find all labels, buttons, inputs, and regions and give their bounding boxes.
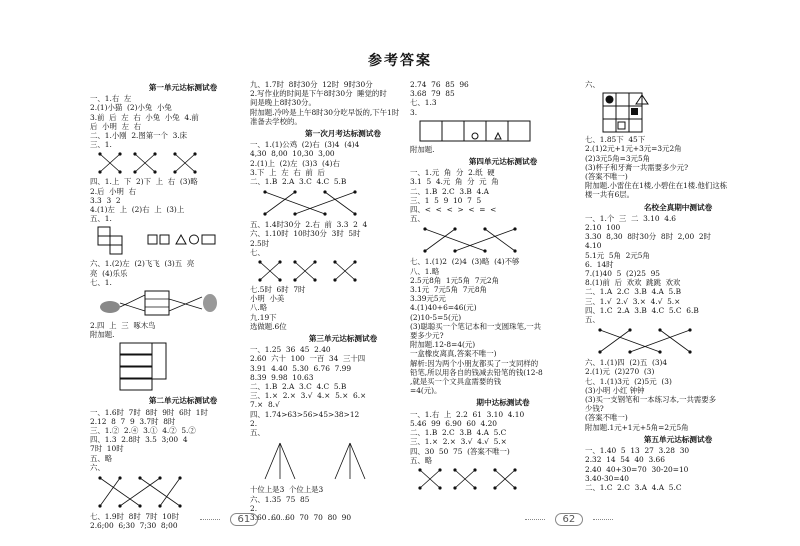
answer-line: 附加题.小雷住在1楼,小碧住在1楼.他们这栋 [585, 181, 728, 191]
answer-line: 一、1.右 左 [90, 94, 132, 104]
footer-ornament [200, 519, 220, 520]
answer-line: 亮 (4)乐乐 [90, 268, 128, 278]
answer-line: 3.40-30=40 [585, 473, 629, 483]
answer-column-4 [585, 80, 771, 492]
answer-line: 十位上是3 个位上是3 [250, 485, 324, 495]
answer-line: 5.1元 5角 2元5角 [585, 250, 650, 260]
answer-line: 一、1.6时 7时 8时 9时 6时 1时 [90, 407, 208, 417]
answer-line: 三、1 5 9 10 7 5 [410, 195, 482, 205]
answer-figure-cross3 [250, 259, 400, 283]
answer-line: 七、1.85下 45下 [585, 135, 646, 145]
answer-line: 3.60 60 60 70 70 80 90 [250, 512, 352, 522]
answer-figure-boxes [90, 341, 240, 393]
answer-line: (2)3元5角=3元5角 [585, 153, 651, 163]
answer-figure-match4 [410, 225, 560, 255]
answer-line: 五、略 [90, 453, 113, 463]
answer-line: 五、略 [410, 455, 433, 465]
answer-line: 3. [410, 107, 418, 117]
answer-line: 准备去学校的。 [250, 116, 302, 126]
answer-line: 7.(1)40 5 (2)25 95 [585, 269, 660, 279]
answer-line: 二、1.B 2.C 3.B 4.A 5.C [410, 428, 507, 438]
section-heading: 名校全真期中测试卷 [643, 202, 713, 212]
answer-line: 四、1.C 2.A 3.B 4.C 5.C 6.B [585, 305, 699, 315]
answer-line: 一盒橡皮离真,答案不唯一) [410, 349, 497, 359]
answer-line: 少钱? [585, 404, 604, 414]
answer-line: 2.60 六十 100 一百 34 三十四 [250, 354, 366, 364]
answer-line: 附加题.1元+1元+5角=2元5角 [585, 422, 689, 432]
answer-line: 八.略 [250, 303, 268, 313]
answer-line: 3.下 上 左 右 前 后 [250, 167, 325, 177]
section-heading: 第三单元达标测试卷 [308, 334, 378, 344]
answer-column-2 [250, 80, 436, 522]
answer-line: 二、1.B 2.A 3.C 4.C 5.B [250, 382, 347, 392]
answer-line: 3.3 3 2 [90, 195, 121, 205]
answer-line: 7时 10时 [90, 444, 124, 454]
answer-line: 二、1.C 2.C 3.A 4.A 5.C [585, 482, 682, 492]
answer-line: 六、 [90, 462, 105, 472]
answer-line: 三、1.× 2.× 3.√ 4.× 5.× 6.× [250, 391, 367, 401]
answer-line: 2.(1)上 (2)左 (3)3 (4)右 [250, 158, 340, 168]
answer-line: 2.(1)小猫 (2)小兔 小兔 [90, 103, 172, 113]
answer-line: 七、1.3 [410, 98, 437, 108]
answer-line: =4(元)。 [410, 386, 442, 396]
answer-line: 2.后 小明 右 [90, 186, 137, 196]
answer-line: 二、1.B 2.C 3.B 4.A [410, 186, 489, 196]
answer-figure-cross1 [90, 151, 240, 175]
answer-line: (3)杯子和牙膏一共需要多少元? [585, 162, 689, 172]
answer-line: 五、1.4时30分 2.右 前 3.3 2 4 [250, 220, 368, 230]
answer-line: 三、1.√ 2.√ 3.× 4.√ 5.× [585, 296, 681, 306]
answer-line: 七.5时 6时 7时 [250, 285, 306, 295]
answer-line: 2.74 76 85 96 [410, 80, 469, 89]
answer-line: 三、1. [90, 140, 112, 150]
answer-line: 3.39元5元 [410, 294, 446, 304]
answer-line: 间是晚上8时30分。 [250, 98, 316, 108]
answer-line: 要多少元? [410, 331, 444, 341]
answer-line: 一、1.右 上 2.2 61 3.10 4.10 [410, 409, 525, 419]
answer-line: 一、1.40 5 13 27 3.28 30 [585, 446, 690, 456]
answer-line: 3.91 4.40 5.30 6.76 7.99 [250, 363, 352, 373]
answer-line: 2.四 上 三 啄木鸟 [90, 321, 156, 331]
answer-line: 七、1.(1)2 (2)4 (3)略 (4)不够 [410, 257, 520, 267]
answer-line: 3.1元 7元5角 7元8角 [410, 285, 487, 295]
answer-line: 六、1.(1)四 (2)五 (3)4 [585, 358, 668, 368]
page-number-right: 62 [555, 513, 584, 526]
answer-line: 二、1.B 2.A 3.C 4.C 5.B [250, 177, 347, 187]
footer-ornament [593, 519, 613, 520]
answer-line: (3)小明 小红 钟钟 [585, 385, 645, 395]
section-heading: 第二单元达标测试卷 [148, 396, 218, 406]
answer-line: (2)10-5=5(元) [410, 312, 462, 322]
section-heading: 第四单元达标测试卷 [468, 157, 538, 167]
answer-line: 2.(1)元 (2)270 (3) [585, 367, 655, 377]
answer-line: 附加题.冷吟是上午8时30分吃早饭的,下午1时 [250, 107, 400, 117]
answer-line: 九、1.7时 8时30分 12时 9时30分 [250, 80, 373, 89]
answer-line: 四、1.上 下 2)下 上 右 (3)略 [90, 177, 198, 187]
answer-line: 六、1.35 75 85 [250, 494, 310, 504]
answer-line: 五、 [585, 315, 600, 325]
footer-left [200, 512, 288, 526]
answer-line: 附加题. [410, 144, 435, 154]
footer-ornament [268, 519, 288, 520]
answer-line: 七、1.9时 8时 7时 10时 [90, 512, 180, 522]
answer-line: 2. [250, 418, 258, 428]
answer-line: 后 小明 左 右 [90, 121, 142, 131]
answer-line: 2.6;00 6;30 7;30 8;00 [90, 521, 178, 531]
answer-line: 四、1.3 2.8时 3.5 3;00 4 [90, 435, 188, 445]
answer-line: 五、 [410, 214, 425, 224]
answer-line: 铅笔,所以用各自的钱减去铅笔的钱(12-8 [410, 367, 543, 377]
answer-figure-dots [90, 474, 240, 510]
answer-line: 6. 14时 [585, 259, 614, 269]
answer-line: 一、1.个 三 二 3.10 4.6 [585, 213, 677, 223]
answer-line: 4,30 8,00 10,30 3,00 [250, 149, 335, 159]
answer-line: 六、1.(2)左 (2)飞飞 (3)五 亮 [90, 259, 195, 269]
answer-figure-cross5 [410, 467, 560, 491]
answer-line: 楼一共有6层。 [585, 190, 635, 200]
answer-line: 选做题.6位 [250, 321, 287, 331]
answer-figure-match6 [585, 326, 735, 356]
answer-line: 2.10 100 [585, 223, 621, 233]
answer-line: 2. [250, 503, 258, 513]
answer-line: 五、1. [90, 214, 112, 224]
answer-line: ,就是买一个文具盒需要的钱 [410, 377, 502, 387]
answer-line: (3)买一支钢笔和一本练习本,一共需要多 [585, 395, 717, 405]
answer-line: 解析:因为两个小朋友都买了一支同样的 [410, 358, 539, 368]
footer-right [525, 512, 613, 526]
answer-line: 六、1.10时 10时30分 3时 5时 [250, 229, 361, 239]
answer-line: 五、 [250, 428, 265, 438]
answer-figure-table3 [410, 119, 560, 143]
answer-line: 2.40 40+30=70 30-20=10 [585, 464, 689, 474]
answer-line: (答案不唯一) [585, 172, 628, 182]
answer-figure-animals [90, 289, 240, 319]
answer-line: 7.× 8.√ [250, 400, 280, 410]
answer-line: 八、1.略 [410, 266, 440, 276]
answer-line: 七、1.(1)3元 (2)5元 (3) [585, 376, 672, 386]
answer-line: 2.(1)2元+1元+3元=3元2角 [585, 144, 682, 154]
section-heading: 第五单元达标测试卷 [643, 434, 713, 444]
answer-column-1 [90, 80, 276, 530]
answer-line: 一、1.元 角 分 2.纸 硬 [410, 168, 495, 178]
answer-line: 一、1.(1)公鸡 (2)右 (3)4 (4)4 [250, 140, 360, 150]
answer-figure-match2 [250, 188, 400, 218]
answer-line: 六、 [585, 80, 600, 89]
answer-line: 三、1.② 2.④ 3.① 4.② 5.② [90, 426, 196, 436]
answer-line: 2.32 14 54 40 3.66 [585, 455, 665, 465]
section-heading: 第一单元达标测试卷 [148, 83, 218, 92]
answer-line: 3.1 5 4.元 角 分 元 角 [410, 177, 499, 187]
answer-line: 附加题. [90, 330, 115, 340]
answer-line: 二、1.小刚 2.图第一个 3.床 [90, 131, 188, 141]
answer-line: 3.30 8,30 8时30分 8时 2,00 2时 [585, 232, 711, 242]
answer-line: 2.5时 [250, 238, 270, 248]
answer-line: (答案不唯一) [585, 413, 628, 423]
answer-line: 4.(1)左 上 (2)右 上 (3)上 [90, 205, 185, 215]
answer-line: 小明 小美 [250, 294, 285, 304]
footer-ornament [525, 519, 545, 520]
answer-line: 3.前 后 左 右 小兔 小兔 4.前 [90, 112, 199, 122]
answer-column-3 [410, 80, 596, 493]
answer-line: 七、 [250, 247, 265, 257]
page-title: 参考答案 [368, 53, 432, 69]
answer-line: 8.39 9.98 10.63 [250, 372, 314, 382]
answer-line: 附加题.12-8=4(元) [410, 340, 476, 350]
answer-line: 二、1.A 2.C 3.B 4.A 5.B [585, 287, 682, 297]
page-number-left: 61 [230, 513, 259, 526]
answer-line: 2.5元8角 1元5角 7元2角 [410, 275, 500, 285]
answer-line: 四、< < < > < = < [410, 205, 497, 215]
answer-line: 一、1.25 36 45 2.40 [250, 345, 331, 355]
answer-line: 4.10 [585, 241, 602, 251]
answer-line: 2.12 8 7 9 3.7时 8时 [90, 416, 176, 426]
answer-line: 九.19下 [250, 312, 277, 322]
answer-line: 4.(1)40+6=46(元) [410, 303, 477, 313]
answer-line: 七、1. [90, 277, 112, 287]
answer-line: 四、1.74>63>56>45>38>12 [250, 409, 360, 419]
answer-figure-tree [250, 439, 400, 483]
answer-line: 三、1.× 2.× 3.√ 4.√ 5.× [410, 437, 507, 447]
answer-line: 5.46 99 6.90 60 4.20 [410, 418, 497, 428]
section-heading: 第一次月考达标测试卷 [305, 129, 381, 139]
answer-line: 3.68 79 85 [410, 89, 455, 99]
answer-figure-grid3 [585, 91, 735, 133]
answer-figure-shapes [90, 225, 240, 257]
answer-line: 8.(1)前 后 欢欢 跳跳 欢欢 [585, 278, 681, 288]
answer-line: (3)聪聪买一个笔记本和一支圆珠笔,一共 [410, 321, 542, 331]
section-heading: 期中达标测试卷 [476, 398, 530, 408]
answer-line: 2.写作业的时间是下午8时30分 睡觉的时 [250, 89, 387, 99]
answer-line: 四、30 50 75 (答案不唯一) [410, 446, 510, 456]
